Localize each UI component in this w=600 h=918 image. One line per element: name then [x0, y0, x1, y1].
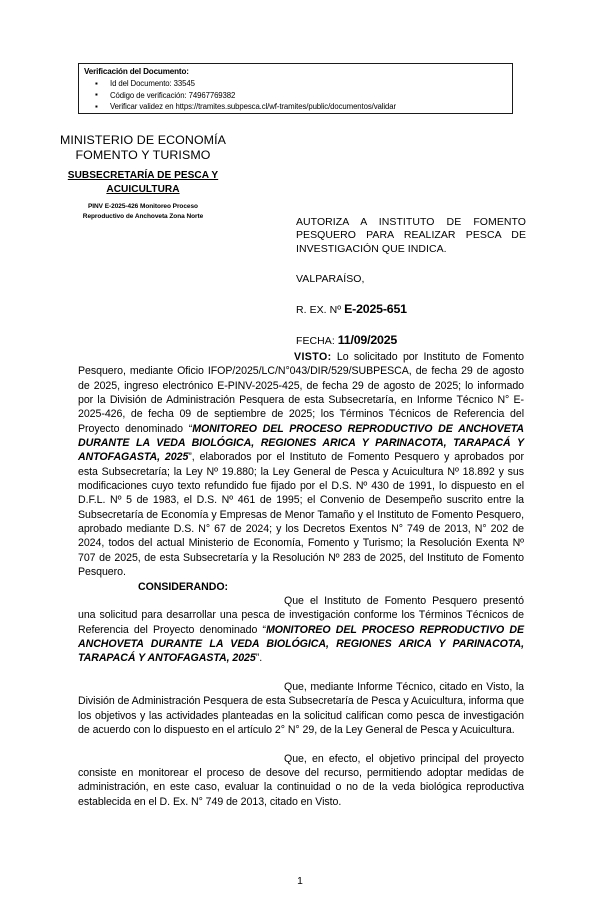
verification-item-url: ▪ Verificar validez en https://tramites.subpesca.cl/wf-tramites/public/documentos/validar: [84, 101, 513, 113]
considerando-2-text: Que, mediante Informe Técnico, citado en Visto, la División de Administración Pesquera de esta Subsecretaría de Pesca y Acuicultura, informa que los objetivos y las actividades planteadas en la solicitud califican como pesca de investigación de acuerdo con lo dispuesto en el artículo 2° N° 29, de la Ley General de Pesca y Acuicultura.: [78, 680, 524, 736]
ministry-line-1: MINISTERIO DE ECONOMÍA: [59, 133, 227, 147]
document-body: [78, 350, 524, 809]
paragraph-considerando-3: [78, 752, 524, 809]
resolution-number: E-2025-651: [344, 302, 407, 317]
paragraph-considerando-1: [78, 594, 524, 666]
visto-label: VISTO:: [294, 351, 332, 363]
project-title-visto: MONITOREO DEL PROCESO REPRODUCTIVO DE ANCHOVETA DURANTE LA VEDA BIOLÓGICA, REGIONES ARICA Y PARINACOTA, TARAPACÁ Y ANTOFAGASTA, 2025: [78, 422, 524, 464]
verification-box: [78, 63, 513, 114]
date-value: 11/09/2025: [337, 333, 398, 348]
issue-city: VALPARAÍSO,: [296, 273, 365, 286]
project-reference-line-2: Reproductivo de Anchoveta Zona Norte: [82, 212, 204, 220]
letterhead: [14, 133, 272, 221]
ministry-name: [14, 133, 272, 163]
considerando-heading: CONSIDERANDO:: [138, 580, 228, 593]
visto-text-part-1: Lo solicitado por Instituto de Fomento Pesquero, mediante Oficio IFOP/2025/LC/N°043/DIR/529/SUBPESCA, de fecha 29 de agosto de 2025, ingreso electrónico E-PINV-2025-425, de fecha 29 de agosto de 2025; lo informado por la División de Administración Pesquera de esta Subsecretaría, en Informe Técnico N° E-2025-426, de fecha 09 de septiembre de 2025; los Términos Técnicos de Referencia del Proyecto denominado “: [78, 351, 524, 435]
document-subject: AUTORIZA A INSTITUTO DE FOMENTO PESQUERO PARA REALIZAR PESCA DE INVESTIGACIÓN QUE INDICA.: [296, 216, 526, 255]
verification-item-code: ▪ Código de verificación: 74967769382: [84, 90, 513, 102]
subsecretaria-line-2: ACUICULTURA: [106, 183, 180, 195]
subject-block: [296, 216, 526, 347]
visto-text-part-2: ”, elaborados por el Instituto de Fomento Pesquero y aprobados por esta Subsecretaría; la Ley Nº 19.880; la Ley General de Pesca y Acuicultura Nº 18.892 y sus modificaciones cuyo texto refundido fue fijado por el D.S. Nº 430 de 1991, lo dispuesto en el D.F.L. Nº 5 de 1983, el D.S. Nº 461 de 1995; el Convenio de Desempeño suscrito entre la Subsecretaría de Economía y Empresas de Menor Tamaño y el Instituto de Fomento Pesquero, aprobado mediante D.S. N° 67 de 2024; y los Decretos Exentos N° 749 de 2013, N° 202 de 2024, todos del actual Ministerio de Economía, Fomento y Turismo; la Resolución Exenta Nº 707 de 2025, de esta Subsecretaría y la Resolución Nº 283 de 2025, del Instituto de Fomento Pesquero.: [78, 451, 524, 579]
page-number: 1: [297, 876, 303, 887]
verification-title: Verificación del Documento:: [84, 67, 189, 76]
project-reference: [14, 202, 272, 221]
considerando-1-text-part-2: ”.: [255, 652, 263, 665]
ministry-line-2: FOMENTO Y TURISMO: [75, 148, 211, 163]
project-title-considerando: MONITOREO DEL PROCESO REPRODUCTIVO DE ANCHOVETA DURANTE LA VEDA BIOLÓGICA, REGIONES ARICA Y PARINACOTA, TARAPACÁ Y ANTOFAGASTA, 2025: [78, 623, 524, 665]
considerando-1-text-part-1: Que el Instituto de Fomento Pesquero presentó una solicitud para desarrollar una pesca de investigación conforme los Términos Técnicos de Referencia del Proyecto denominado “: [78, 594, 524, 636]
paragraph-visto: [78, 350, 524, 580]
verification-list: [84, 78, 513, 113]
date-label: FECHA:: [296, 335, 335, 348]
verification-item-document-id: ▪ Id del Documento: 33545: [84, 78, 513, 90]
project-reference-line-1: PINV E-2025-426 Monitoreo Proceso: [88, 203, 198, 211]
considerando-3-text: Que, en efecto, el objetivo principal del proyecto consiste en monitorear el proceso de desove del recurso, permitiendo adoptar medidas de administración, en este caso, evaluar la continuidad o no de la veda biológica reproductiva establecida en el D. Ex. N° 749 de 2013, citado en Visto.: [78, 752, 524, 808]
subsecretaria-line-1: SUBSECRETARÍA DE PESCA Y: [67, 170, 219, 182]
resolution-label: R. EX. Nº: [296, 304, 342, 317]
paragraph-considerando-2: [78, 680, 524, 737]
issue-date-line: [296, 333, 526, 347]
subsecretaria-name: [14, 169, 272, 196]
resolution-number-line: [296, 302, 526, 316]
